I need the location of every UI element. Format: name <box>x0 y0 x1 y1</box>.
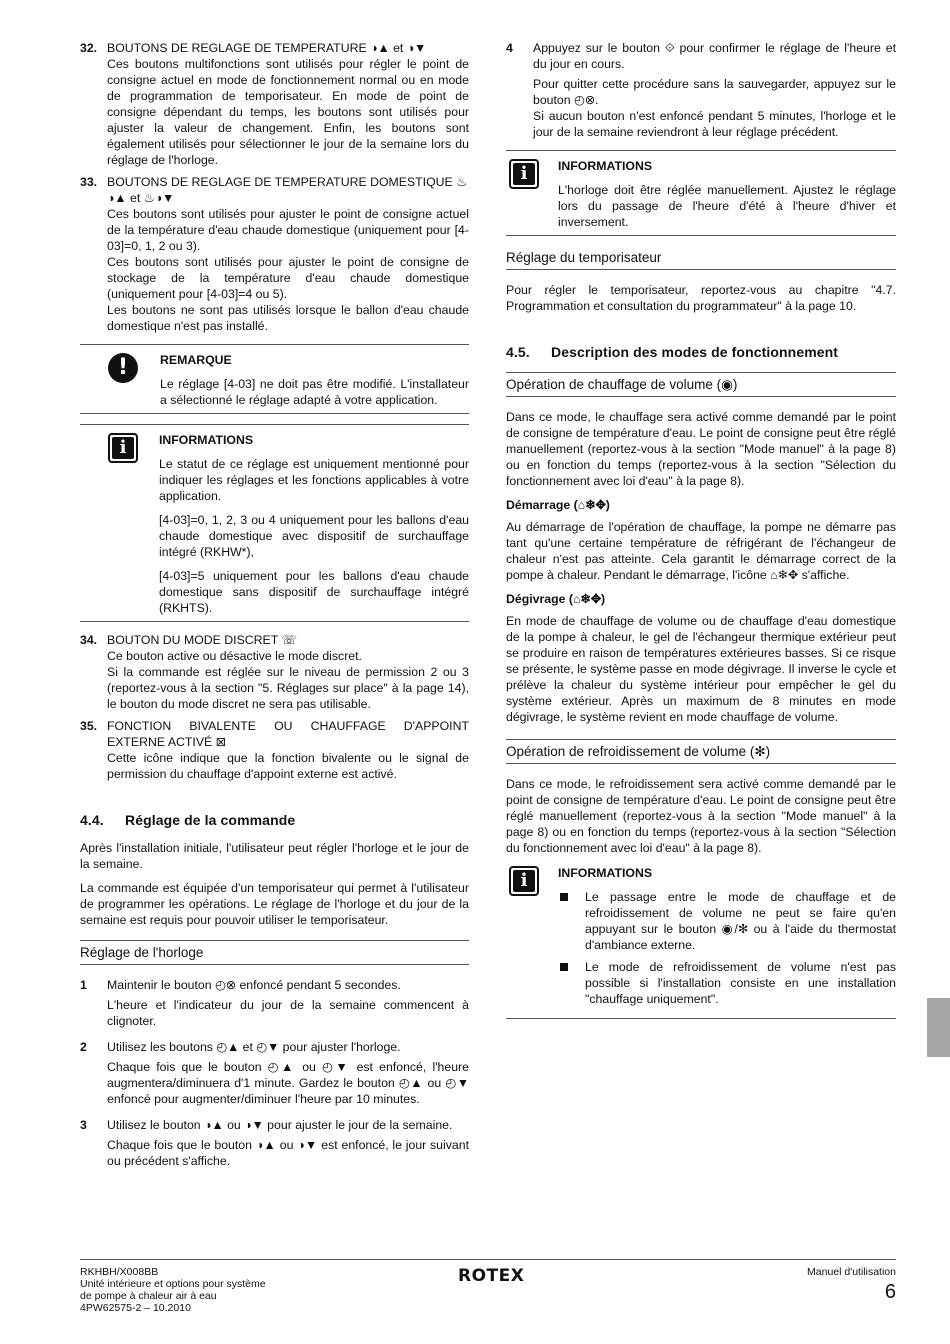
paragraph: Dans ce mode, le chauffage sera activé comme demandé par le point de consigne de température d'eau. Le point de consigne peut être réglé manuellement (reportez-vous à la section "Mode manuel" à la page 8) ou en fonction du temps (reportez-vous à la section "Sélection du fonctionnement avec loi d'eau" à la page 8). <box>506 410 896 488</box>
item-text: Ces boutons sont utilisés pour ajuster le point de consigne de stockage de la température d'eau chaude domestique (uniquement pour [4-03]=4 ou 5). <box>107 255 469 301</box>
paragraph: La commande est équipée d'un temporisateur qui permet à l'utilisateur de programmer les opérations. Le réglage de l'horloge et du jour de la semaine est requis pour pouvoir utiliser le temporisateur. <box>80 881 469 927</box>
footer-desc: Unité intérieure et options pour système <box>80 1278 266 1290</box>
info-title: INFORMATIONS <box>558 866 653 880</box>
label-degivrage: Dégivrage (⌂❄✥) <box>506 592 606 606</box>
subheading-refroidissement: Opération de refroidissement de volume (✻) <box>506 739 896 764</box>
item-number: 35. <box>80 719 98 733</box>
left-column <box>80 40 469 1179</box>
item-number: 34. <box>80 633 98 647</box>
item-text: Si la commande est réglée sur le niveau de permission 2 ou 3 (reportez-vous à la section "5. Réglages sur place" à la page 14), le bouton du mode discret ne sera pas utilisable. <box>107 665 469 711</box>
bullet-text: Le mode de refroidissement de volume n'est pas possible si l'installation consiste en une installation "chauffage uniquement". <box>585 960 896 1006</box>
paragraph: Au démarrage de l'opération de chauffage, la pompe ne démarre pas tant qu'une certaine température de réfrigérant de l'échangeur de chaleur n'est pas atteinte. Cela garantit le démarrage correct de la pompe à chaleur. Pendant le démarrage, l'icône ⌂❄✥ s'affiche. <box>506 520 896 582</box>
step-text: Si aucun bouton n'est enfoncé pendant 5 minutes, l'horloge et le jour de la semaine reviendront à leur réglage précédent. <box>533 109 896 139</box>
step-3 <box>80 1117 469 1169</box>
footer-left <box>80 1266 266 1314</box>
paragraph: Dans ce mode, le refroidissement sera activé comme demandé par le point de consigne de température d'eau. Le point de consigne peut être réglé manuellement (reportez-vous à la section "Mode manuel" à la page 8) ou en fonction du temps (reportez-vous à la section "Sélection du fonctionnement avec loi d'eau" à la page 8). <box>506 777 896 855</box>
remarque-text: Le réglage [4-03] ne doit pas être modifié. L'installateur a sélectionné le réglage adapté à votre application. <box>160 377 469 407</box>
chapter-tab <box>927 998 950 1057</box>
info-text: L'horloge doit être réglée manuellement. Ajustez le réglage lors du passage de l'heure d'été à l'heure d'hiver et inversement. <box>558 183 896 229</box>
info-box-3 <box>506 864 896 1019</box>
item-32 <box>80 40 469 168</box>
right-column <box>506 40 896 1029</box>
item-title: FONCTION BIVALENTE OU CHAUFFAGE D'APPOINT EXTERNE ACTIVÉ ⊠ <box>107 719 469 749</box>
info-text: [4-03]=5 uniquement pour les ballons d'eau chaude domestique sans dispositif de surchauffage intégré (RKHTS). <box>159 569 469 615</box>
bullet-square-icon <box>560 963 568 971</box>
footer-manual: Manuel d'utilisation <box>807 1266 896 1278</box>
section-number: 4.4. <box>80 812 104 828</box>
section-number: 4.5. <box>506 344 530 360</box>
info-text: [4-03]=0, 1, 2, 3 ou 4 uniquement pour les ballons d'eau chaude domestique avec dispositif de surchauffage intégré (RKHW*), <box>159 513 469 559</box>
footer-desc: de pompe à chaleur air à eau <box>80 1290 217 1302</box>
info-title: INFORMATIONS <box>558 159 653 173</box>
subheading-temporisateur: Réglage du temporisateur <box>506 246 896 270</box>
step-number: 1 <box>80 978 87 992</box>
info-title: INFORMATIONS <box>159 433 254 447</box>
info-box-2 <box>506 150 896 236</box>
paragraph: Pour régler le temporisateur, reportez-vous au chapitre "4.7. Programmation et consultation du programmateur" à la page 10. <box>506 283 896 313</box>
step-text: L'heure et l'indicateur du jour de la semaine commencent à clignoter. <box>107 998 469 1028</box>
step-text: Utilisez le bouton ◑▲ ou ◑▼ pour ajuster le jour de la semaine. <box>107 1118 453 1132</box>
item-text: Ces boutons sont utilisés pour ajuster le point de consigne actuel de la température d'eau chaude domestique (uniquement pour [4-03]=0, 1, 2 ou 3). <box>107 207 469 253</box>
bullet-item <box>558 889 896 953</box>
step-1 <box>80 977 469 1029</box>
item-title: BOUTON DU MODE DISCRET ☏ <box>107 633 297 647</box>
page-number: 6 <box>884 1281 896 1303</box>
exclamation-icon: ! <box>108 353 138 383</box>
remarque-box <box>80 344 469 414</box>
step-text: Utilisez les boutons ◴▲ et ◴▼ pour ajuster l'horloge. <box>107 1040 401 1054</box>
info-icon: i <box>108 433 138 463</box>
section-title: Description des modes de fonctionnement <box>551 344 839 360</box>
step-text: Chaque fois que le bouton ◴▲ ou ◴▼ est enfoncé, l'heure augmentera/diminuera d'1 minute. Gardez le bouton ◴▲ ou ◴▼ enfoncé pour augmenter/diminuer l'heure par 10 minutes. <box>107 1060 469 1106</box>
footer-right <box>807 1266 896 1303</box>
page-footer <box>80 1259 896 1314</box>
item-35 <box>80 718 469 782</box>
bullet-square-icon <box>560 893 568 901</box>
step-text: Maintenir le bouton ◴⊗ enfoncé pendant 5 secondes. <box>107 978 401 992</box>
info-icon: i <box>509 159 539 189</box>
footer-model: RKHBH/X008BB <box>80 1266 159 1278</box>
step-2 <box>80 1039 469 1107</box>
item-text: Ce bouton active ou désactive le mode discret. <box>107 649 362 663</box>
footer-docnum: 4PW62575-2 – 10.2010 <box>80 1302 191 1314</box>
step-text: Chaque fois que le bouton ◑▲ ou ◑▼ est enfoncé, le jour suivant ou précédent s'affiche. <box>107 1138 469 1168</box>
step-number: 2 <box>80 1040 87 1054</box>
remarque-title: REMARQUE <box>160 353 232 367</box>
label-demarrage: Démarrage (⌂❄✥) <box>506 498 610 512</box>
bullet-item <box>558 959 896 1007</box>
item-number: 33. <box>80 175 98 189</box>
section-title: Réglage de la commande <box>125 812 296 828</box>
step-number: 3 <box>80 1118 87 1132</box>
item-number: 32. <box>80 41 98 55</box>
subheading-chauffage: Opération de chauffage de volume (◉) <box>506 372 896 397</box>
rotex-logo: ROTEX <box>458 1266 525 1286</box>
paragraph: Après l'installation initiale, l'utilisateur peut régler l'horloge et le jour de la semaine. <box>80 841 469 871</box>
item-text: Les boutons ne sont pas utilisés lorsque le ballon d'eau chaude domestique n'est pas installé. <box>107 303 469 333</box>
bullet-text: Le passage entre le mode de chauffage et de refroidissement de volume ne peut se faire qu'en appuyant sur le bouton ◉/✻ ou à l'aide du thermostat d'ambiance externe. <box>585 890 896 952</box>
step-text: Appuyez sur le bouton ⟐ pour confirmer le réglage de l'heure et du jour en cours. <box>533 41 896 71</box>
subheading-horloge: Réglage de l'horloge <box>80 940 469 965</box>
item-text: Cette icône indique que la fonction bivalente ou le signal de permission du chauffage d'appoint externe est activé. <box>107 751 469 781</box>
section-heading-4-5 <box>506 344 896 360</box>
info-text: Le statut de ce réglage est uniquement mentionné pour indiquer les réglages et les fonctions applicables à votre application. <box>159 457 469 503</box>
paragraph: En mode de chauffage de volume ou de chauffage d'eau domestique de la pompe à chaleur, le gel de l'échangeur thermique extérieur peut se produire en raison de températures extérieures basses. Si ce risque se présente, le système passe en mode dégivrage. Il inverse le cycle et prélève la chaleur du système intérieur pour empêcher le gel du système extérieur. Après un maximum de 8 minutes en mode dégivrage, le système revient en mode chauffage de volume. <box>506 614 896 724</box>
info-icon: i <box>509 866 539 896</box>
section-heading-4-4 <box>80 812 469 828</box>
item-title: BOUTONS DE REGLAGE DE TEMPERATURE DOMESTIQUE ♨◑▲ et ♨◑▼ <box>107 175 468 205</box>
item-title: BOUTONS DE REGLAGE DE TEMPERATURE ◑▲ et ◑▼ <box>107 41 427 55</box>
item-34 <box>80 632 469 712</box>
step-number: 4 <box>506 41 513 55</box>
step-4 <box>506 40 896 140</box>
info-box-1 <box>80 424 469 622</box>
item-text: Ces boutons multifonctions sont utilisés pour régler le point de consigne actuel en mode de fonctionnement normal ou en mode de programmation de temporisateur. En mode de point de consigne dépendant du temps, les boutons sont utilisés pour ajuster la valeur de changement. Enfin, les boutons sont également utilisés pour sélectionner le jour de la semaine lors du réglage de l'horloge. <box>107 57 469 167</box>
item-33 <box>80 174 469 334</box>
step-text: Pour quitter cette procédure sans la sauvegarder, appuyez sur le bouton ◴⊗. <box>533 77 896 107</box>
